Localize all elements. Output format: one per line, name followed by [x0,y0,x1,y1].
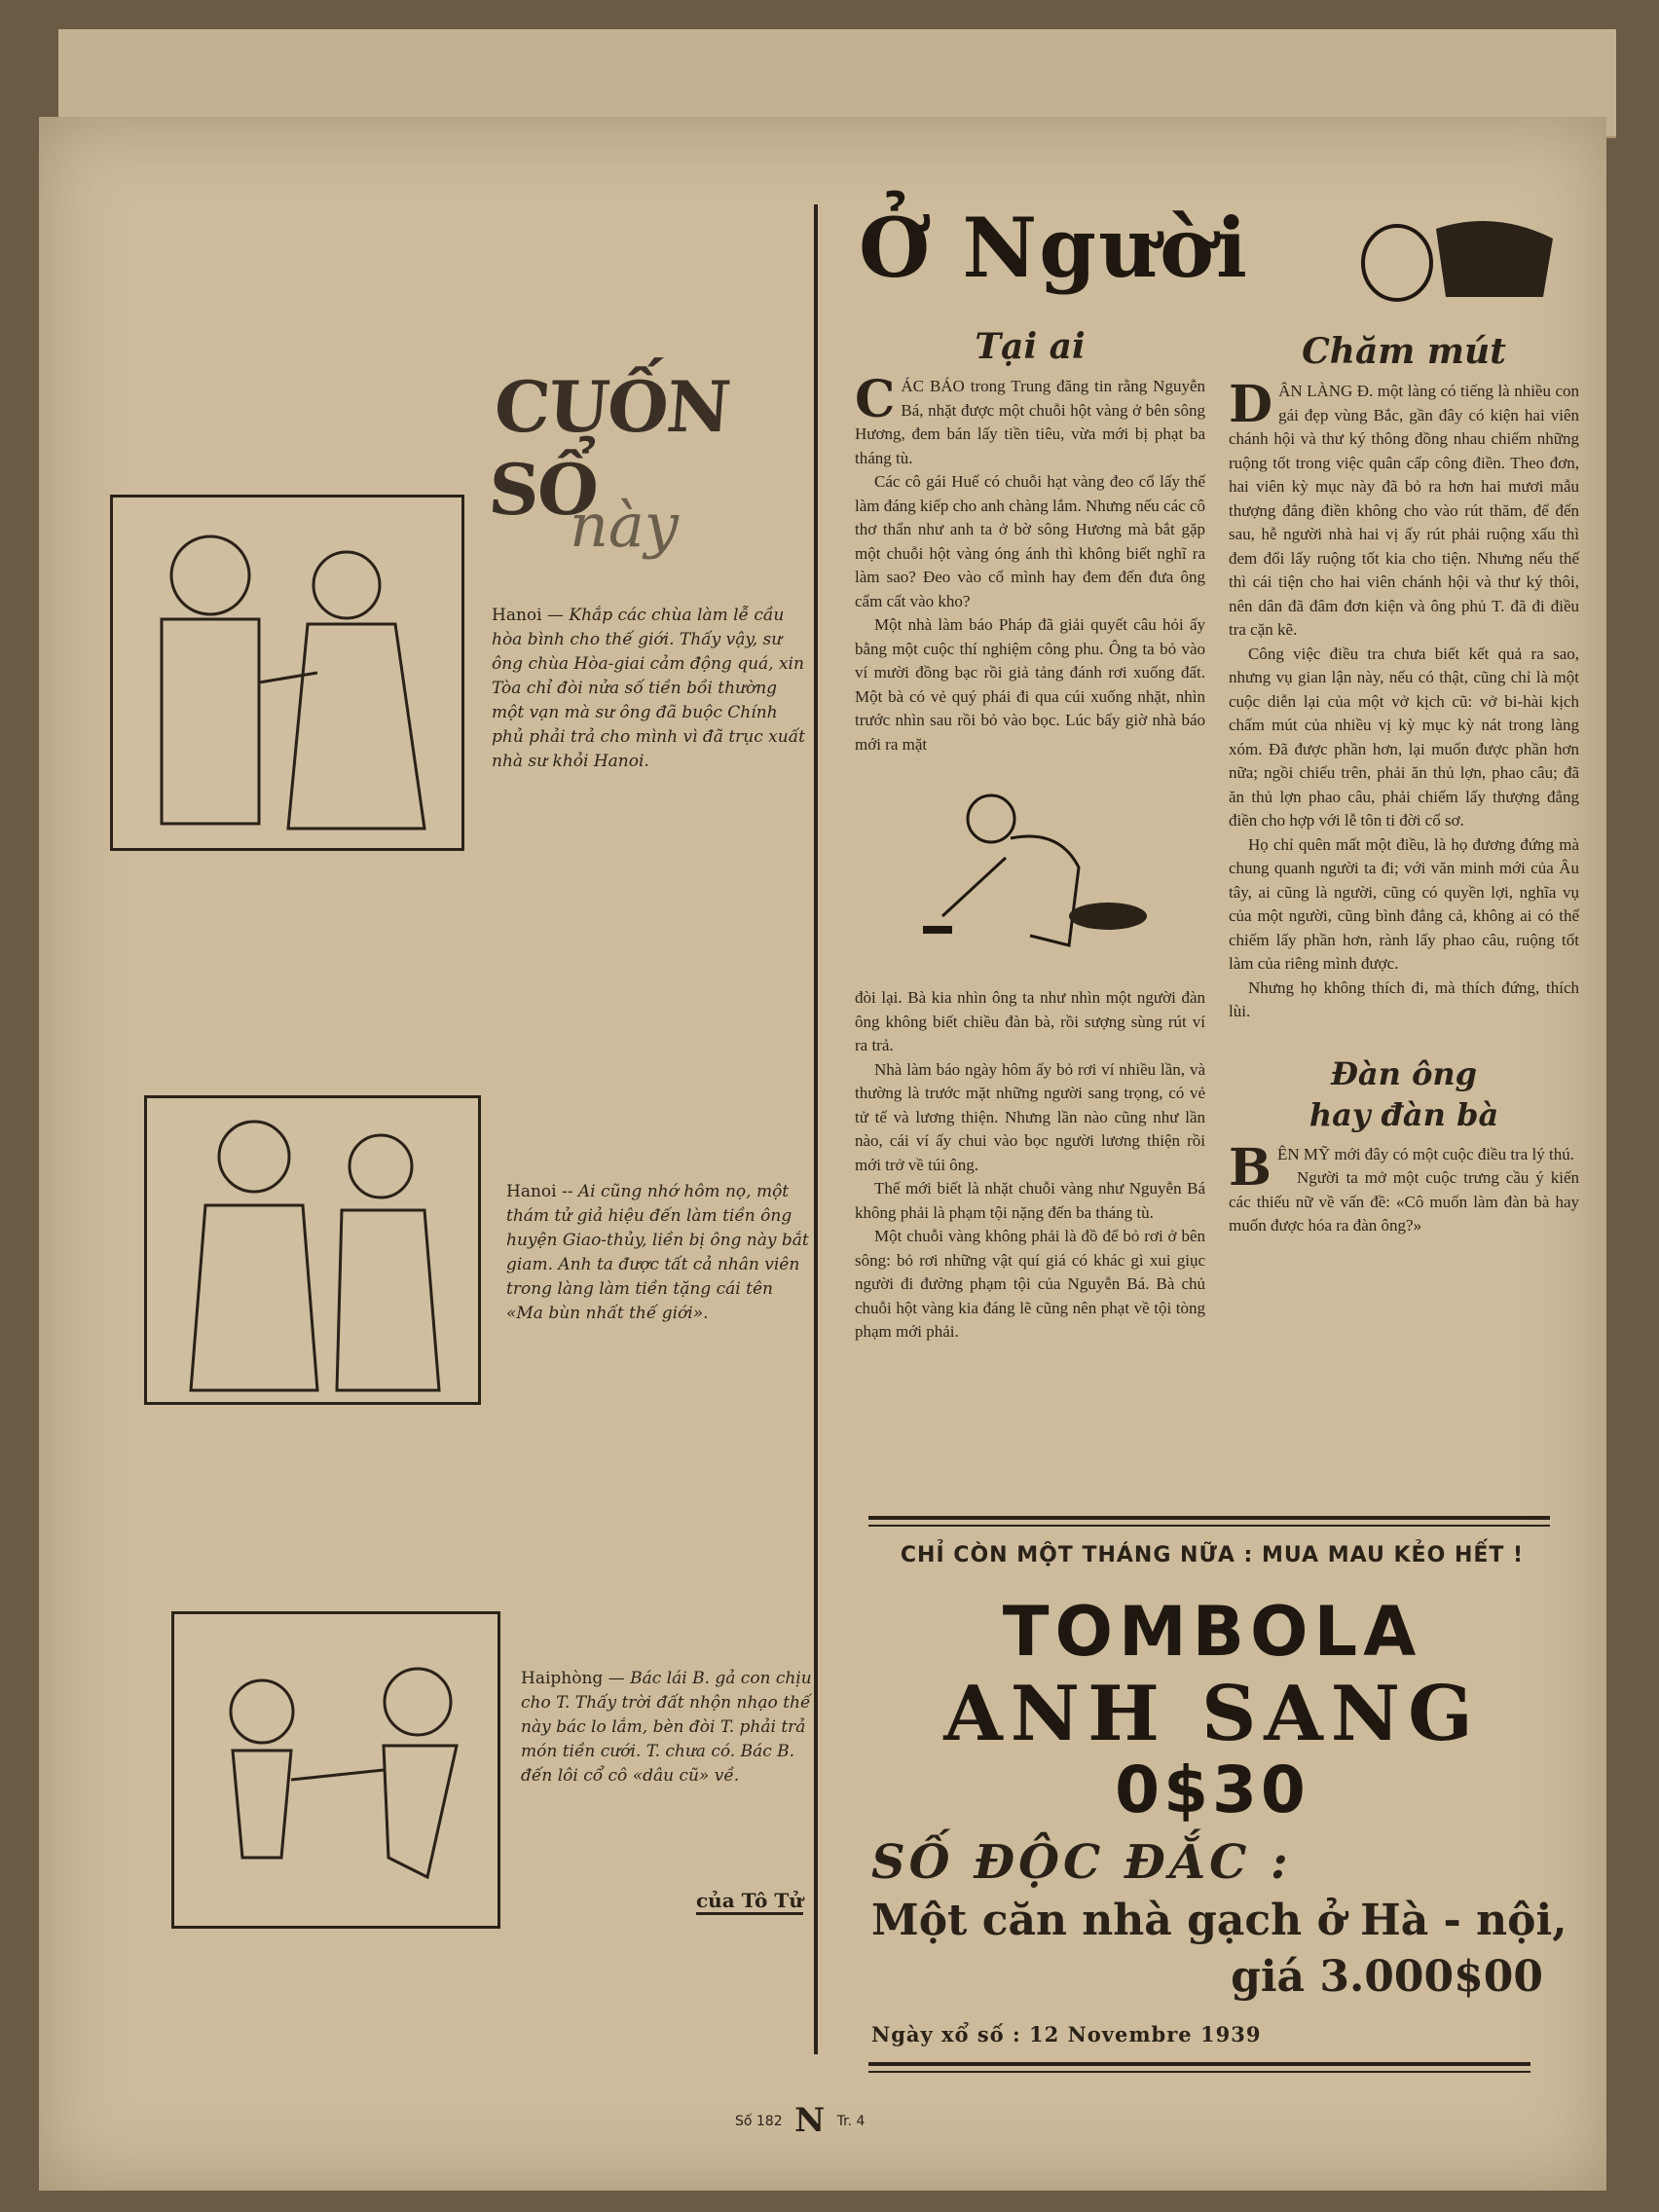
ad-draw-date: Ngày xổ số : 12 Novembre 1939 [871,2022,1262,2046]
cuon-so-logo [486,365,803,561]
article-dan-ong-p1 [1229,1137,1579,1198]
dropcap-c: C [855,370,896,429]
dragging-bride-cartoon-illustration [174,1614,498,1926]
ad-anh-sang-line: ANH SANG [943,1670,1481,1758]
dropcap-d: D [1229,375,1273,434]
left-item-2 [506,1180,813,1326]
article-tai-ai-p5: Nhà làm báo ngày hôm ấy bỏ rơi ví nhiều lần, và thường là trước mặt những người sang trọng, có vẻ tử tế và lương thiện. Nhưng lần nào cũng như lần nào, cái ví ấy chui vào bọc người lương thiện rồi mới trở về túi ông. [855,1059,1205,1174]
article-tai-ai-p2: Các cô gái Huế có chuỗi hạt vàng đeo cổ lấy thế làm đáng kiếp cho anh chàng lắm. Nhưng nếu các cô thơ thẩn như anh ta ở bờ sông Hương mà bắt gặp một chuỗi hột vàng óng ánh thì không biết nghĩ ra làm sao? Đeo vào cổ mình hay đem đến đưa ông cẩm cất vào kho? [855,472,1205,610]
ad-prize-label: SỐ ĐỘC ĐẮC : [871,1835,1292,1890]
ad-rule-top-2 [868,1525,1550,1527]
article-dan-ong [1229,1053,1579,1238]
footer-page: Tr. 4 [836,2114,866,2129]
article-tai-ai-body-2 [855,986,1205,1345]
left-item-1-lead: Hanoi — [492,606,564,625]
article-tai-ai-p4: đòi lại. Bà kia nhìn ông ta như nhìn một người đàn ông không biết chiều đàn bà, rồi sượng sùng rút ví ra trả. [855,988,1205,1054]
ad-prize-line-1: Một căn nhà gạch ở Hà - nội, [871,1896,1567,1945]
section-header: Ở Người [859,200,1249,296]
article-tai-ai-title: Tại ai [975,326,1086,367]
officials-cartoon-illustration [147,1098,478,1402]
cuon-so-subtitle: này [570,490,679,561]
left-item-2-lead: Hanoi -- [506,1182,573,1201]
left-item-3 [521,1667,823,1788]
article-dan-ong-p1-text: ÊN MỸ mới đây có một cuộc điều tra lý thú. [1276,1144,1574,1163]
article-dan-ong-body [1229,1137,1579,1238]
article-cham-mut-p1 [1229,375,1579,643]
ad-prize-line-2: giá 3.000$00 [1231,1952,1543,2002]
left-item-1-text: Khắp các chùa làm lễ cầu hòa bình cho thế giới. Thấy vậy, sư ông chùa Hòa-giai cảm động quá, xin Tòa chỉ đòi nửa số tiền bồi thường một vạn mà sư ông đã buộc Chính phủ phải trả cho mình vì đã trục xuất nhà sư khỏi Hanoi. [492,606,805,771]
article-tai-ai-p1 [855,370,1205,470]
picking-wallet-illustration [913,780,1147,975]
wallet-cartoon [913,780,1205,975]
header-cartoon [1348,209,1563,307]
ad-rule-bottom-2 [868,2071,1530,2073]
left-item-3-lead: Haiphòng — [521,1669,625,1688]
left-item-2-text: Ai cũng nhớ hôm nọ, một thám tử giả hiệu đến làm tiền ông huyện Giao-thủy, liền bị ông này bắt giam. Anh ta được tất cả nhân viên trong làng làm tiền tặng cái tên «Ma bùn nhất thế giới». [506,1182,809,1323]
ad-rule-top [868,1516,1550,1520]
monk-cartoon-illustration [113,498,461,848]
article-dan-ong-title-2: hay đàn bà [1309,1095,1499,1133]
article-dan-ong-title-1: Đàn ông [1330,1054,1478,1092]
left-item-1 [492,604,813,774]
footer-logo: N [794,2101,826,2140]
ad-rule-bottom [868,2062,1530,2066]
left-item-3-text: Bác lái B. gả con chịu cho T. Thấy trời đất nhộn nhạo thế này bác lo lắm, bèn đòi T. phải trả món tiền cưới. T. chưa có. Bác B. đến lôi cổ cô «dâu cũ» về. [521,1669,812,1786]
cuon-so-title: CUỐN SỔ [486,365,732,531]
article-cham-mut-body [1229,375,1579,1024]
article-tai-ai-p6: Thế mới biết là nhặt chuỗi vàng như Nguyễn Bá không phải là phạm tội nặng đến ba tháng tù. [855,1179,1205,1222]
article-tai-ai-p7: Một chuỗi vàng không phải là đồ để bỏ rơi ở bên sông: bỏ rơi những vật quí giá có khác gì xui giục người đi đường phạm tội của Nguyễn Bá. Bà chủ chuỗi hột vàng kia đáng lẽ cũng nên phạt về tội tòng phạm mới phải. [855,1227,1205,1341]
byline: của Tô Tử [696,1889,803,1915]
ad-kicker: CHỈ CÒN MỘT THÁNG NỮA : MUA MAU KẺO HẾT ! [900,1543,1525,1567]
ad-tombola-line: TOMBOLA [1002,1592,1422,1672]
article-tai-ai-p1-text: ÁC BÁO trong Trung đăng tin rằng Nguyễn Bá, nhặt được một chuỗi hột vàng ở bên sông Hương, đem bán lấy tiền tiêu, vừa mới bị phạt ba tháng tù. [855,377,1205,467]
article-cham-mut-p2: Công việc điều tra chưa biết kết quả ra sao, nhưng vụ gian lận này, nếu có thật, cũng chỉ là một cuộc diễn lại của một vở kịch cũ: vở bi-hài kịch chấm mút của nhiều vị kỳ mục kỳ nát trong làng xóm. Đã được phần hơn, lại muốn được phần hơn nữa; ngồi chiếu trên, phải ăn thủ lợn, phao câu; đã ăn thủ lợn phao câu, phải chiếm lấy thượng đẳng điền cho hợp với lễ tôn ti đời cổ sơ. [1229,644,1579,830]
cartoon-frame-3 [171,1611,500,1929]
article-cham-mut-p1-text: ÂN LÀNG Đ. một làng có tiếng là nhiều con gái đẹp vùng Bắc, gần đây có kiện hai viên chánh hội và thư ký thông đồng nhau chiếm những ruộng tốt trong việc quân cấp công điền. Theo đơn, hai viên kỳ mục này đã bỏ ra hơn hai mươi mẫu thượng đẳng điền không cho vào rút thăm, để đến sau, hễ người nhà hai vị ấy rút phải ruộng xấu thì đem đổi lấy ruộng tốt kia cho tiện. Nhưng nếu thế thì cái tiện cho hai viên chánh hội và thư ký thôi, nên dân đã đâm đơn kiện và ông phủ T. đã đi điều tra cặn kẽ. [1229,382,1579,639]
article-dan-ong-p2: Người ta mở một cuộc trưng cầu ý kiến các thiếu nữ về vấn đề: «Cô muốn làm đàn bà hay muốn được hóa ra đàn ông?» [1229,1168,1579,1235]
article-tai-ai [855,326,1205,1345]
dropcap-b: B [1229,1137,1272,1198]
article-cham-mut-title: Chăm mút [1302,331,1506,372]
article-tai-ai-p3: Một nhà làm báo Pháp đã giải quyết câu hỏi ấy bằng một cuộc thí nghiệm công phu. Ông ta bỏ vào ví mười đồng bạc rồi giả tảng đánh rơi xuống đất. Một bà có vẻ quý phái đi qua cúi xuống nhặt, nhìn trước nhìn sau rồi bỏ vào bọc. Lúc bấy giờ nhà báo mới ra mặt [855,615,1205,754]
article-cham-mut [1229,331,1579,1238]
article-cham-mut-p4: Nhưng họ không thích đi, mà thích đứng, thích lùi. [1229,977,1579,1020]
cartoon-frame-2 [144,1095,481,1405]
page-footer [735,2101,930,2140]
article-cham-mut-p3: Họ chỉ quên mất một điều, là họ đương đứng mà chung quanh người ta đi; với văn minh mới của Âu tây, ai cũng là người, cũng có quyền lợi, nghĩa vụ của một người, cũng bình đẳng cả, không ai có thể chiếm lấy phần hơn, rành lấy phao câu, ruộng tốt làm của riêng mình được. [1229,834,1579,973]
faces-illustration [1348,209,1563,307]
cartoon-frame-1 [110,495,464,851]
article-tai-ai-body [855,370,1205,756]
ad-price: 0$30 [1115,1752,1309,1827]
footer-issue: Số 182 [735,2114,783,2129]
ad-tombola [857,1543,1567,2069]
